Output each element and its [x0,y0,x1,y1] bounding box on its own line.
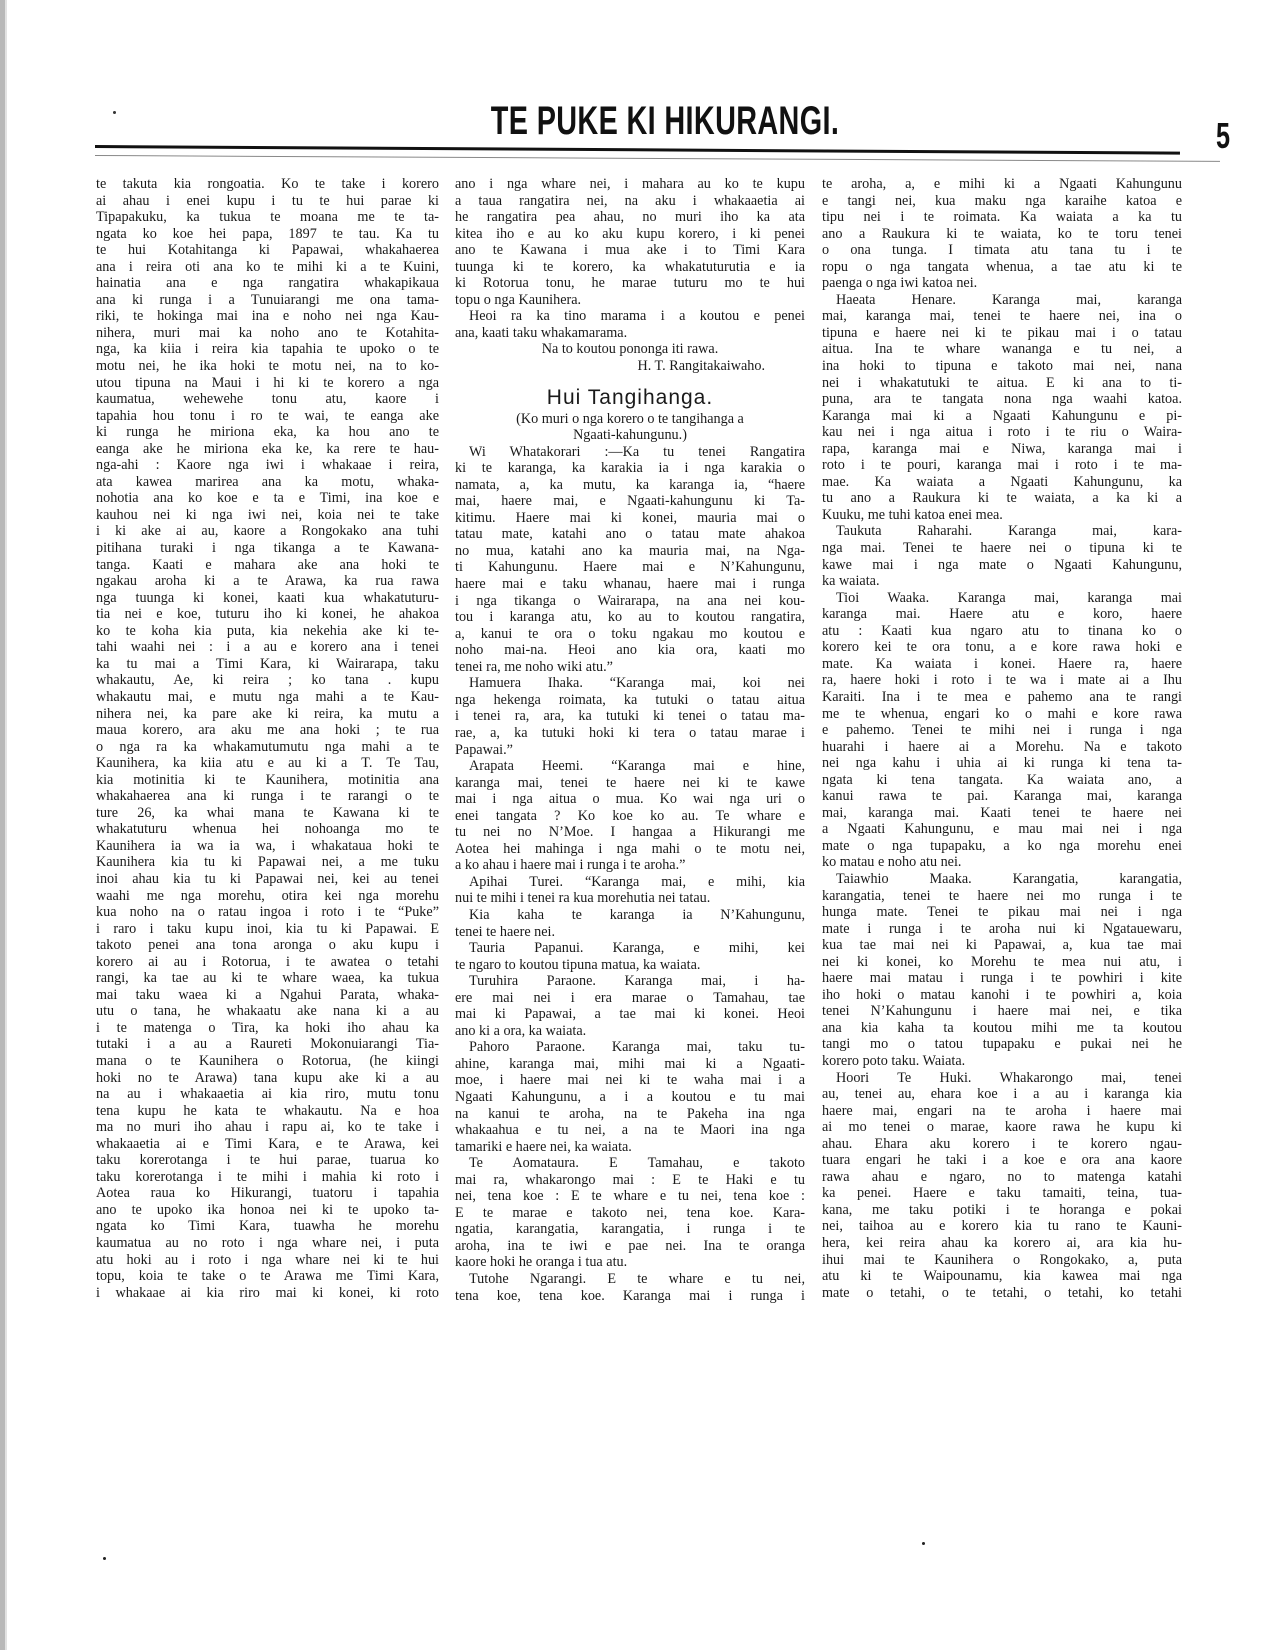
text-line: noho mai-na. Heoi ano kia ora, kaati mo [455,642,805,659]
text-line: roto i te pouri, karanga mai i roto i te ma- [822,457,1182,474]
text-line: tena koe, tena koe. Karanga mai i runga i [455,1287,805,1304]
text-line: Tauria Papanui. Karanga, e mihi, kei [469,940,805,957]
text-line: kauhou nei ki nga iwi nei, koia nei te take [96,506,439,523]
text-line: tenei te haere nei. [455,923,556,940]
text-line: a ko ahau i haere mai i runga i te aroha.” [455,857,686,874]
text-line: nei i whakatutuki te aitua. E ki ana to ti- [822,374,1182,391]
text-line: ana i reira oti ana ko te mihi ki a te Kuini, [96,258,439,275]
text-line: Kaunihera ia wa ia wa, i whakataua hoki te [96,837,439,854]
text-line: Wi Whatakorari :—Ka tu tenei Rangatira [469,443,805,460]
text-line: korero poto taku. Waiata. [822,1052,966,1069]
text-line: korero kei te ora tonu, a e kore rawa hoki e [822,639,1182,656]
text-line: tatau mate, katahi ano o tatau mate ahakoa [455,526,805,543]
text-line: ano te upoko ika honoa nei ki te upoko ta- [96,1201,439,1218]
text-line: o nga ra ka whakamutumutu nga mahi a te [96,738,439,755]
text-line: te ngaro to koutou tipuna matua, ka waiata. [455,956,701,973]
text-line: mate o tetahi, o te tetahi, o tetahi, ko tetahi [822,1284,1182,1301]
text-line: karanga mai, tenei te haere nei ki te kawe [455,774,805,791]
text-line: hunga mate. Tenei te pikau mai nei i nga [822,904,1182,921]
text-line: atu hoki au i roto i nga whare nei ki te hui [96,1251,439,1268]
text-line: puna, ara te tangata nona nga waahi katoa. [822,391,1182,408]
text-line: tuunga ki te korero, ka whakatuturutia e ia [455,258,805,275]
text-line: te hui Kotahitanga ki Papawai, whakahaerea [96,242,439,259]
text-line: rawa ahau e ngaro, no to matenga katahi [822,1168,1182,1185]
text-line: ano a Raukura ki te waiata, ko te toru tenei [822,225,1182,242]
text-line: ano te Kawana i mua ake i to Timi Kara [455,242,805,259]
text-line: nei, taihoa au e korero kia tu rano te Kauni- [822,1218,1182,1235]
text-line: karangatia, tenei te haere nei mo runga i te [822,887,1182,904]
text-line: nga tuunga ki konei, kaati kua whakatuturu- [96,589,439,606]
print-speck [113,111,116,114]
text-line: ahine, karanga mai, mihi mai ki a Ngaati- [455,1055,805,1072]
text-line: nohotia ana ko koe e ta e Timi, ina koe e [96,490,439,507]
text-line: ra, haere hoki i roto i te wa i mate ai a Ihu [822,672,1182,689]
text-line: Turuhira Paraone. Karanga mai, i ha- [469,973,805,990]
text-line: maua korero, ara aku me ana hoki ; te rua [96,722,439,739]
text-line: nei nga kahu i uhia ai ki runga ki tena ta- [822,755,1182,772]
text-line: inoi ahau kia tu ki Papawai nei, kei au tenei [96,870,439,887]
text-line: kau nei i nga aitua i roto i te riu o Waira- [822,424,1182,441]
text-line: i raro i taku kupu inoi, kia tu ki Papawai. E [96,920,439,937]
text-line: ihui mai te Kaunihera o Rongokako, a, puta [822,1251,1182,1268]
text-line: a Ngaati Kahungunu, e mau mai nei i nga [822,821,1182,838]
text-line: tutaki i a au a Raureti Mokonuiarangi Tia- [96,1036,439,1053]
text-line: riki, te hokinga mai ina e noho nei nga Kau- [96,308,439,325]
text-line: i ki ake ai au, kaore a Rongokako ana tuhi [96,523,439,540]
text-line: tanga. Kaati e mahara ake ana hoki te [96,556,439,573]
text-line: mate. Ka waiata i konei. Haere ra, haere [822,655,1182,672]
page-number: 5 [1215,115,1230,156]
text-line: Kuuku, me tuhi katoa enei mea. [822,506,1003,523]
text-line: ere mai nei i era marae o Tamahau, tae [455,989,805,1006]
text-line: whakatuturu whenua hei nohoanga mo te [96,821,439,838]
text-line: mai i nga aitua o mua. Ko wai nga uri o [455,791,805,808]
text-line: ko te koha kia puta, kia nekehia ake ki te- [96,622,439,639]
text-line: motu nei, he ika hoki te motu nei, na to ko- [96,358,439,375]
text-line: Karaiti. Ina i te mea e pahemo ana te rangi [822,688,1182,705]
text-line: nga hekenga roimata, ka tutuki o tatau aitua [455,691,805,708]
text-line: takoto penei ana tona aronga o aku kupu i [96,937,439,954]
print-speck [922,1542,925,1545]
tangihanga-speeches [455,444,805,1304]
text-line: taku korerotanga i te hui parae, tuarua ko [96,1152,439,1169]
text-line: Pahoro Paraone. Karanga mai, taku tu- [469,1039,805,1056]
text-line: a, kanui te ora o toku ngakau mo koutou e [455,625,805,642]
text-line: Kaunihera, ka kiia atu e au ki a T. Te Tau, [96,755,439,772]
text-line: kaumatua au no roto i nga whare nei, i puta [96,1235,439,1251]
text-line: Tipapakuku, ka tukua te moana me te ta- [96,209,439,226]
text-line: tuara engari he taki i a koe e ora ana kaore [822,1152,1182,1169]
column-2 [455,176,805,1304]
letter-continuation [455,176,805,308]
text-line: mai, haere mai, e Ngaati-kahungunu ki Ta- [455,493,805,510]
text-line: mai taku waea ki a Ngahui Parata, whaka- [96,986,439,1003]
text-line: Taiawhio Maaka. Karangatia, karangatia, [836,870,1182,887]
text-line: ngata ko koe hei papa, 1897 te tau. Ka tu [96,225,439,242]
text-line: mae. Ka waiata a Ngaati Kahungunu, ka [822,473,1182,490]
text-line: Kia kaha te karanga ia N’Kahungunu, [469,906,805,923]
text-line: E te marae e takoto nei, tena koe. Kara- [455,1204,805,1221]
text-line: whakaahua e tu nei, a na te Maori ina nga [455,1122,805,1139]
text-line: kana, me taku potiki i te horanga e pokai [822,1201,1182,1218]
text-line: tenei N’Kahungunu i haere mai nei, e tika [822,1003,1182,1020]
text-line: mana o te Kaunihera o Rotorua, (he kiingi [96,1052,439,1069]
text-line: ropu o nga tangata whenua, a tae atu ki te [822,258,1182,275]
text-line: karanga mai. Haere atu e koro, haere [822,606,1182,623]
text-line: na au i whakaaetia ai kia riro, mutu tonu [96,1086,439,1103]
text-line: ka tu mai a Timi Kara, ki Wairarapa, taku [96,655,439,672]
text-line: he rangatira pea ahau, no muri iho ka ata [455,209,805,226]
text-line: na kanui te aroha, na te Pakeha ina nga [455,1105,805,1122]
text-line: Ngaati Kahungunu, a i a koutou e tu mai [455,1088,805,1105]
text-line: Te Aomataura. E Tamahau, e takoto [469,1155,805,1172]
text-line: Tioi Waaka. Karanga mai, karanga mai [836,589,1182,606]
text-line: utu o tana, he whakaatu ake nana ki a au [96,1003,439,1020]
text-line: nga-ahi : Kaore nga iwi i whakaae i reira, [96,457,439,474]
text-line: tipuna e haere nei ki te pikau mai i o tatau [822,324,1182,341]
text-line: o ona tunga. I timata atu tana tu i te [822,242,1182,259]
text-line: pitihana turaki i nga tikanga a te Kawana- [96,540,439,557]
signature: H. T. Rangitakaiwaho. [637,358,765,375]
text-line: ai mo tenei o marae, kaore rawa he kupu ki [822,1119,1182,1136]
text-line: ki runga he miriona eka, ka hou ano te [96,424,439,441]
text-line: tipu nei i te roimata. Ka waiata a ka tu [822,209,1182,226]
text-line: tapahia hou tonu i ro te wai, te eanga ake [96,407,439,424]
text-line: nga mai. Tenei te haere nei o tipuna ki te [822,540,1182,557]
text-line: topu o nga Kaunihera. [455,291,582,308]
text-line: i whakaae ai kia riro mai ki konei, ki roto [96,1284,439,1301]
text-line: te takuta kia rongoatia. Ko te take i korero [96,176,439,192]
text-line: kanui rawa te pai. Karanga mai, karanga [822,788,1182,805]
text-line: whakautu, Ae, ki reira ; ko tana . kupu [96,672,439,689]
text-line: taku korerotanga i te mihi i mahia ki roto i [96,1168,439,1185]
text-line: i te matenga o Tira, ka hoki iho ahau ka [96,1019,439,1036]
subheading-line-2: Ngaati-kahungunu.) [573,427,687,444]
text-line: ahau. Ehara aku korero i te korero ngau- [822,1135,1182,1152]
text-line: whakaaetia ai e Timi Kara, e te Arawa, kei [96,1135,439,1152]
print-speck [103,1557,106,1560]
text-line: aitua. Ina te whare wananga e tu nei, a [822,341,1182,358]
text-line: ano i nga whare nei, i mahara au ko te kupu [455,176,805,192]
text-line: tangi mo o tatou tupapaku e pukai nei he [822,1036,1182,1053]
text-line: paenga o nga iwi katoa nei. [822,275,978,292]
text-line: haere mai, engari na te aroha i haere mai [822,1102,1182,1119]
text-line: tena kupu he kata te whakautu. Na e hoa [96,1102,439,1119]
subheading-line-1: (Ko muri o nga korero o te tangihanga a [516,410,744,427]
text-line: Hoori Te Huki. Whakarongo mai, tenei [836,1069,1182,1086]
text-line: ngata ki tena tangata. Ka waiata ano, a [822,771,1182,788]
text-line: ka waiata. [822,573,880,590]
text-line: mate i runga i te aroha nui ki Ngatauewaru, [822,920,1182,937]
text-line: Aotea hei mahinga i nga mahi o te motu nei, [455,840,805,857]
text-line: nei, tena koe : E te whare e tu nei, tena koe : [455,1188,805,1205]
text-line: namata, a, ka mutu, ka karanga ia, “haere [455,476,805,493]
text-line: nihera, muri mai ka noho ano te Kotahita- [96,324,439,341]
text-line: tia nei e koe, tuturu iho ki konei, he ahakoa [96,606,439,623]
text-line: kawe mai i nga mate o Ngaati Kahungunu, [822,556,1182,573]
text-line: Haeata Henare. Karanga mai, karanga [836,291,1182,308]
column-3 [822,176,1182,1301]
text-line: kaore hoki he oranga i tua atu. [455,1254,628,1271]
text-line: te aroha, a, e mihi ki a Ngaati Kahungunu [822,176,1182,192]
text-line: atu ki te Waipounamu, kia kawea mai nga [822,1268,1182,1285]
text-line: au, tenei au, ehara koe i a au i karanga kia [822,1086,1182,1103]
text-line: ngakau aroha ki a te Arawa, ka rua rawa [96,573,439,590]
text-line: ata kawea marirea ana ka motu, whaka- [96,473,439,490]
text-line: nei ki konei, ko Morehu te mea nui atu, i [822,953,1182,970]
text-line: ana ki runga i a Tunuiarangi me ona tama- [96,291,439,308]
text-line: rae, a, ka tutuki hoki ki tera o tatau marae i [455,724,805,741]
text-line: kitimu. Haere mai ki konei, mauria mai o [455,509,805,526]
text-line: ti Kahungunu. Haere mai e N’Kahungunu, [455,559,805,576]
text-line: Tutohe Ngarangi. E te whare e tu nei, [469,1271,805,1287]
text-line: e tangi nei, kua maku nga karaihe katoa e [822,192,1182,209]
text-line: kia motinitia ki te Kaunihera, motinitia ana [96,771,439,788]
text-line: nui te mihi i tenei ra kua morehutia nei tatau. [455,890,711,907]
text-line: Kaunihera kia tu ki Papawai nei, a me tuku [96,854,439,871]
text-line: ko matau e noho atu nei. [822,854,962,871]
text-line: Hamuera Ihaka. “Karanga mai, koi nei [469,675,805,692]
text-line: Arapata Heemi. “Karanga mai e hine, [469,758,805,775]
text-line: kitea iho e au ko aku kupu korero, i ki penei [455,225,805,242]
text-line: whakahaerea ana ki runga i te rarangi o te [96,788,439,805]
text-line: hoki no te Arawa) tana kupu ake ki a au [96,1069,439,1086]
text-line: haere mai matau i runga i te powhiri i kite [822,970,1182,987]
text-line: i nga tikanga o Wairarapa, na ana nei kou- [455,592,805,609]
text-line: a taua rangatira nei, na aku i whakaaetia ai [455,192,805,209]
text-line: Aotea raua ko Hikurangi, tuatoru i tapahia [96,1185,439,1202]
text-line: waahi me nga morehu, otira kei nga morehu [96,887,439,904]
column-1 [96,176,439,1301]
text-line: aroha, ina te iwi e pae nei. Ina te oranga [455,1237,805,1254]
text-line: ka penei. Haere e taku tamaiti, teina, tua- [822,1185,1182,1202]
text-line: ai ahau i enei kupu i tu te hui parae ki [96,192,439,209]
text-line: i tenei ra, ara, ka tutuki ki tenei o tatau ma- [455,708,805,725]
text-line: hera, kei reira ahau ka korero ai, ara kia hu- [822,1235,1182,1251]
text-line: enei tangata ? Ko koe ko au. Te whare e [455,807,805,824]
text-line: ki te karanga, ka karakia ia i nga karakia o [455,460,805,477]
text-line: mai, karanga mai, tenei te haere nei, ina o [822,308,1182,325]
text-line: ma no muri iho ahau i rapu ai, ko te take i [96,1119,439,1136]
text-line: mai ra, whakarongo mai : E te Haki e tu [455,1171,805,1188]
text-line: nihera nei, ka pare ake ki reira, ka mutu a [96,705,439,722]
text-line: ngatia, karangatia, karangatia, i runga i te [455,1221,805,1238]
text-line: eanga ake he miriona eka ke, ka rere te hau- [96,440,439,457]
text-line: tou i karanga atu, ko au to koutou rangatira, [455,609,805,626]
text-line: ngata ko Timi Kara, tuawha he morehu [96,1218,439,1235]
text-line: tu nei no N’Moe. I hangaa a Hikurangi me [455,824,805,841]
text-line: iho hoki o matau kanohi i te powhiri a, koia [822,986,1182,1003]
text-line: huarahi i haere ai a Morehu. Na e takoto [822,738,1182,755]
text-line: nga, ka kiia i reira kia tapahia te upoko o te [96,341,439,358]
section-heading: Hui Tangihanga. [546,385,714,409]
text-line: e pahemo. Tenei te mihi nei i runga i nga [822,722,1182,739]
text-line: hainatia ana e nga rangatira whakapikaua [96,275,439,292]
text-line: mai ki Papawai, a tae mai ki konei. Heoi [455,1006,805,1023]
text-line: korero ai au i Rotorua, i te awatea o tetahi [96,953,439,970]
text-line: Karanga mai ki a Ngaati Kahungunu e pi- [822,407,1182,424]
text-line: rapa, karanga mai e Niwa, karanga mai i [822,440,1182,457]
text-line: whakautu mai, e mutu nga mahi a te Kau- [96,688,439,705]
signoff: Na to koutou pononga iti rawa. [541,341,719,358]
text-line: tamariki e haere nei, ka waiata. [455,1138,632,1155]
text-line: tenei ra, me noho wiki atu.” [455,658,613,675]
text-line: mai, karanga mai. Kaati tenei te haere nei [822,804,1182,821]
text-line: no mua, katahi ano ka mauria mai, na Nga- [455,542,805,559]
text-line: me te whenua, engari ko o mahi e kore rawa [822,705,1182,722]
closing-line: Heoi ra ka tino marama i a koutou e penei [469,308,805,325]
text-line: rangi, ka tae au ki te whare waea, ka tukua [96,970,439,987]
text-line: ture 26, ka whai mana te Kawana ki te [96,804,439,821]
text-line: utou tipuna na Maui i hi ki te korero a nga [96,374,439,391]
text-line: atu : Kaati kua ngaro atu to tinana ko o [822,622,1182,639]
text-line: tu ano a Raukura ki te waiata, a ka ki a [822,490,1182,507]
scan-edge-shadow [5,0,7,1650]
text-line: ki Rotorua tonu, he marae tuturu mo te hui [455,275,805,292]
text-line: kaumatua, wehewehe tonu atu, kaore i [96,391,439,408]
text-line: haere mai e taku whanau, haere mai i runga [455,576,805,593]
text-line: Papawai.” [455,741,513,758]
closing-line-2: ana, kaati taku whakamarama. [455,324,628,341]
newspaper-title: TE PUKE KI HIKURANGI. [490,99,840,143]
text-line: mate o nga tupapaku, a ko nga morehu enei [822,837,1182,854]
text-line: Apihai Turei. “Karanga mai, e mihi, kia [469,873,805,890]
text-line: topu, koia te take o te Arawa me Timi Kara, [96,1268,439,1285]
text-line: tahi waahi nei : i a au e korero ana i tenei [96,639,439,656]
text-line: kua tae mai nei ki Papawai, a, kua tae mai [822,937,1182,954]
masthead-rule-thin [95,155,1220,162]
text-line: Taukuta Raharahi. Karanga mai, kara- [836,523,1182,540]
text-line: kua noho na o ratau ingoa i roto i te “Puke” [96,904,439,921]
text-line: ina hoki to tipuna e takoto mai nei, nana [822,358,1182,375]
text-line: moe, i haere mai nei ki te waha mai i a [455,1072,805,1089]
text-line: ana kia kaha ta koutou mihi me ta koutou [822,1019,1182,1036]
text-line: ano ki a ora, ka waiata. [455,1022,587,1039]
